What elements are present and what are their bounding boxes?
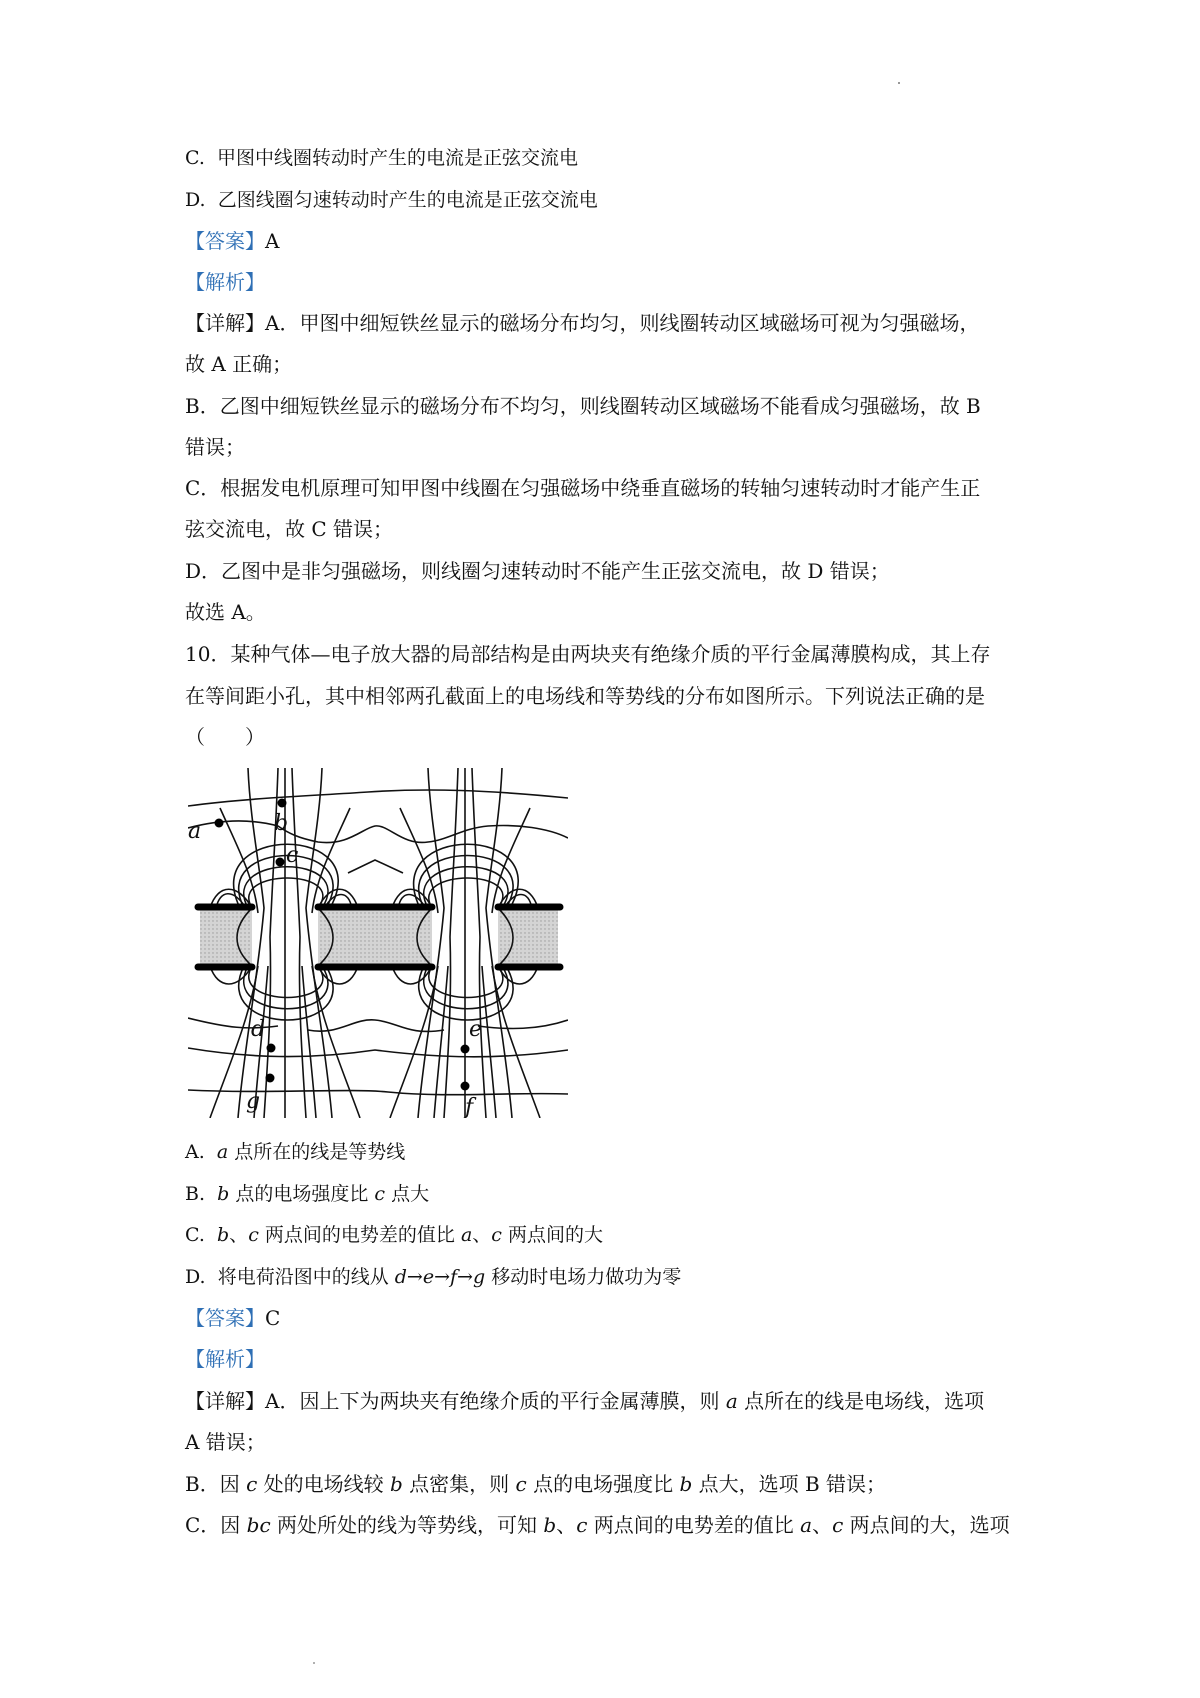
label-a: a [188, 819, 202, 844]
q10-stem-2: 在等间距小孔，其中相邻两孔截面上的电场线和等势线的分布如图所示。下列说法正确的是 [185, 684, 985, 708]
q9-option-c: C. 甲图中线圈转动时产生的电流是正弦交流电 [185, 147, 579, 169]
q9-detail-2b: 错误； [185, 435, 245, 459]
q10-detail-3: C．因 bc 两处所处的线为等势线，可知 b、c 两点间的电势差的值比 a、c 两点间的大，选项 [185, 1513, 1010, 1537]
q10-detail-2: B．因 c 处的电场线较 b 点密集，则 c 点的电场强度比 b 点大，选项 B 错误； [185, 1472, 887, 1496]
q9-detail-1: 【详解】A．甲图中细短铁丝显示的磁场分布均匀，则线圈转动区域磁场可视为匀强磁场， [185, 311, 980, 335]
q9-detail-1b: 故 A 正确； [185, 352, 293, 376]
q10-detail-1b: A 错误； [185, 1430, 266, 1454]
q9-detail-3b: 弦交流电，故 C 错误； [185, 517, 394, 541]
label-c: c [286, 843, 299, 868]
q9-answer: 【答案】A [185, 229, 280, 253]
q10-option-d: D. 将电荷沿图中的线从 d→e→f→g 移动时电场力做功为零 [185, 1266, 682, 1288]
point-f [461, 1082, 470, 1091]
label-b: b [274, 811, 289, 836]
label-g: g [246, 1089, 261, 1114]
point-e [461, 1045, 470, 1054]
q10-option-c: C. b、c 两点间的电势差的值比 a、c 两点间的大 [185, 1224, 604, 1246]
label-f: f [465, 1095, 474, 1118]
point-d [267, 1044, 276, 1053]
q10-analysis-tag: 【解析】 [185, 1347, 265, 1371]
q10-stem-1: 10．某种气体—电子放大器的局部结构是由两块夹有绝缘介质的平行金属薄膜构成，其上存 [185, 642, 991, 666]
label-e: e [469, 1017, 483, 1042]
point-g [266, 1074, 275, 1083]
point-a [215, 819, 224, 828]
q9-analysis-tag: 【解析】 [185, 270, 265, 294]
scan-dot [313, 1662, 315, 1664]
point-b [278, 799, 287, 808]
q9-detail-3: C．根据发电机原理可知甲图中线圈在匀强磁场中绕垂直磁场的转轴匀速转动时才能产生正 [185, 476, 981, 500]
q9-detail-4: D．乙图中是非匀强磁场，则线圈匀速转动时不能产生正弦交流电，故 D 错误； [185, 559, 890, 583]
q10-option-a: A. a 点所在的线是等势线 [185, 1141, 406, 1163]
label-d: d [251, 1017, 266, 1042]
q9-detail-5: 故选 A。 [185, 600, 266, 624]
q10-detail-1: 【详解】A．因上下为两块夹有绝缘介质的平行金属薄膜，则 a 点所在的线是电场线，选项 [185, 1389, 985, 1413]
scan-dot [898, 82, 900, 84]
answer-tag: 【答案】 [185, 229, 265, 253]
dielectric-middle [318, 908, 432, 966]
q9-option-d: D. 乙图线圈匀速转动时产生的电流是正弦交流电 [185, 189, 598, 211]
q10-option-b: B. b 点的电场强度比 c 点大 [185, 1183, 430, 1205]
q10-answer: 【答案】C [185, 1306, 281, 1330]
q10-stem-3: （ ） [185, 725, 265, 749]
point-c [276, 858, 285, 867]
field-line-figure [188, 768, 568, 1118]
q9-detail-2: B．乙图中细短铁丝显示的磁场分布不均匀，则线圈转动区域磁场不能看成匀强磁场，故 B [185, 394, 981, 418]
